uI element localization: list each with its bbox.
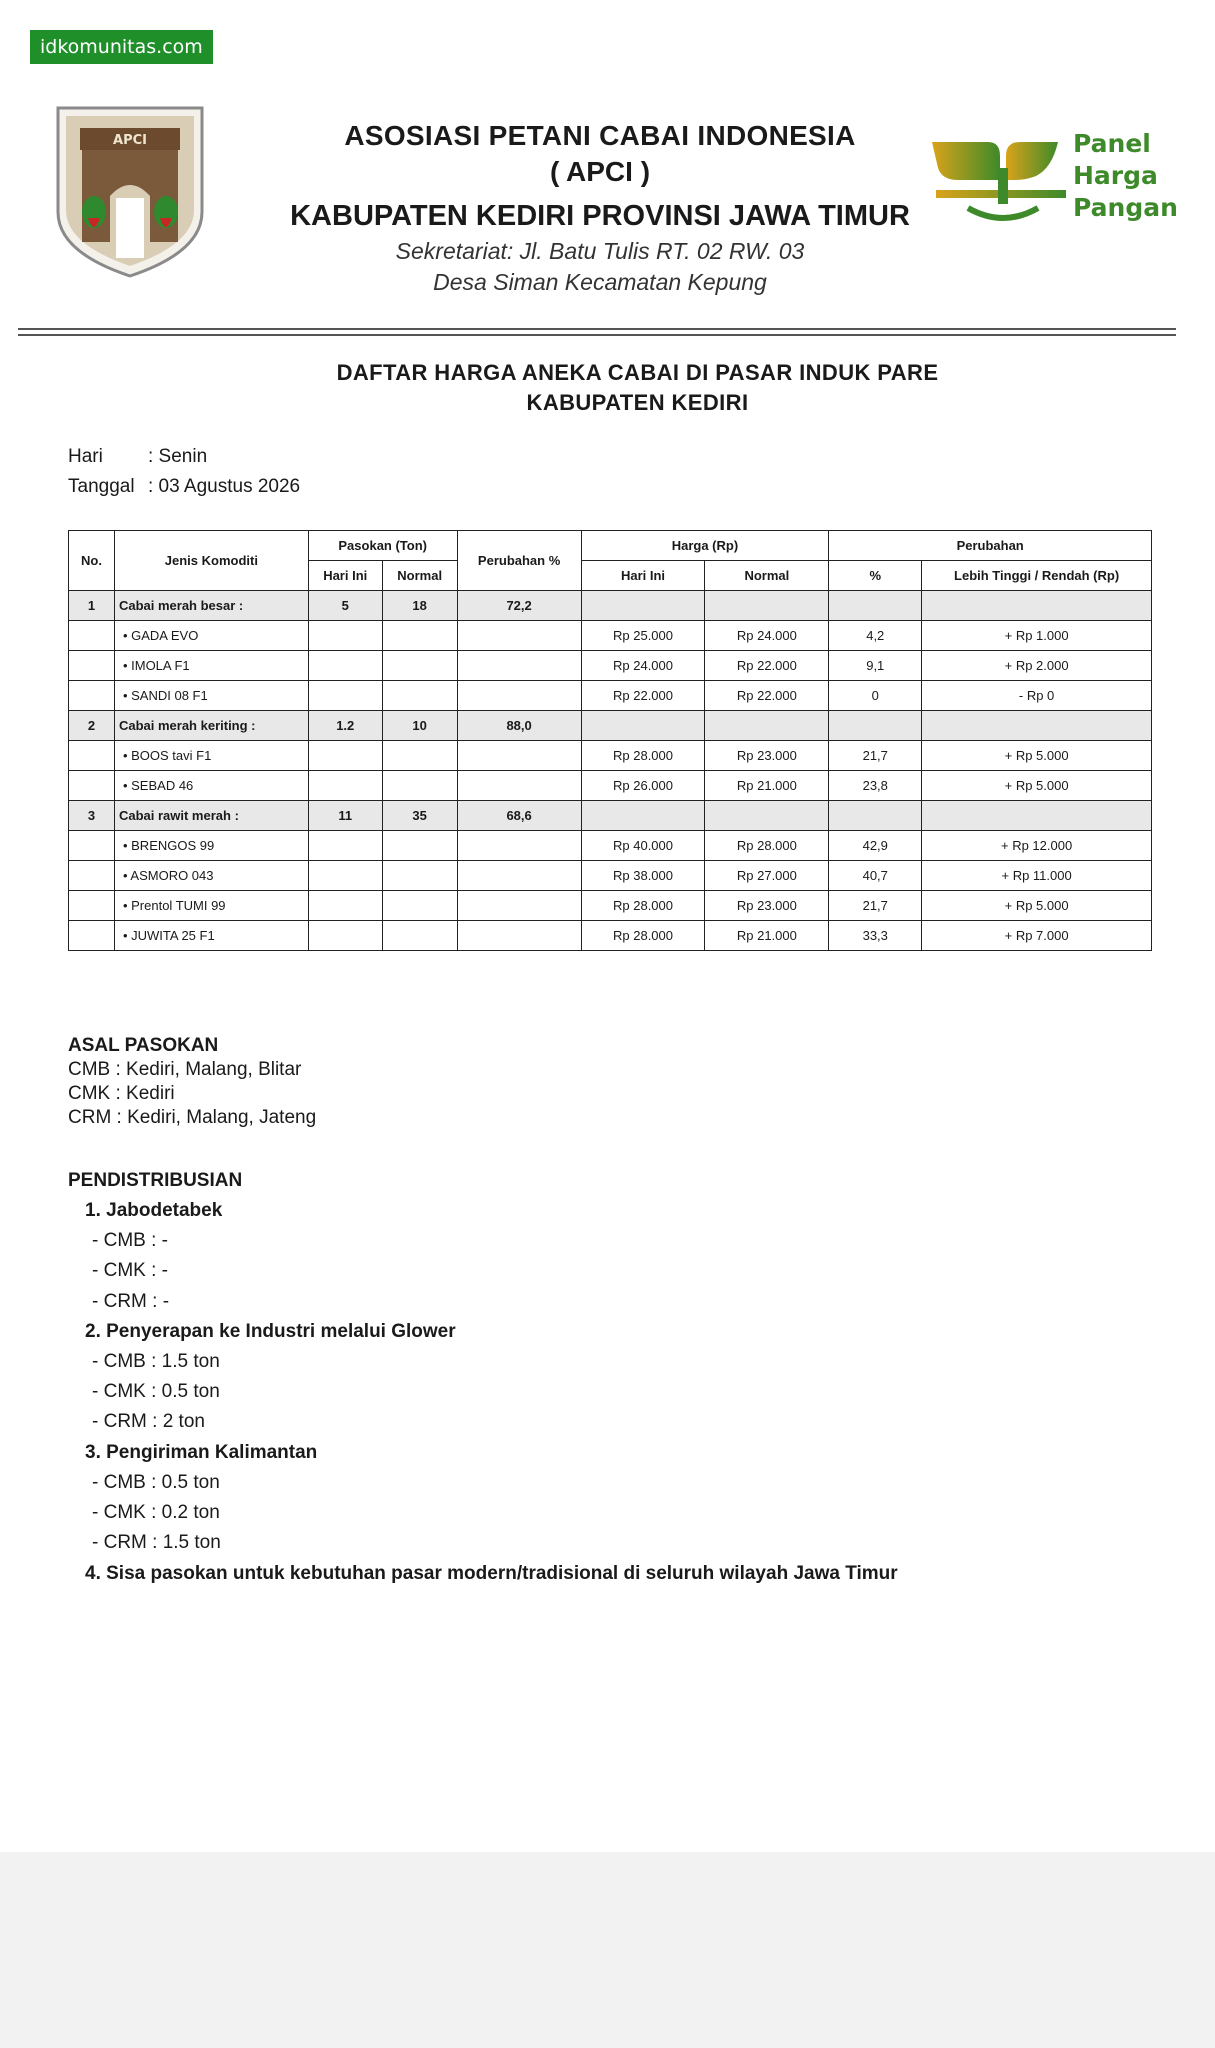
group-perubahan: 88,0 [457,711,581,741]
report-meta [68,442,300,502]
pendistribusian-heading: PENDISTRIBUSIAN [68,1170,243,1191]
document-title-line-2: KABUPATEN KEDIRI [526,390,749,415]
distribusi-line: - CMB : 0.5 ton [92,1471,220,1493]
table-row [69,621,1152,651]
item-harga-hari-ini: Rp 22.000 [581,681,705,711]
group-pasokan-hari-ini: 11 [308,801,382,831]
header-divider-bottom [18,334,1176,336]
header-harga-hari-ini: Hari Ini [581,561,705,591]
header-harga: Harga (Rp) [581,531,829,561]
item-name: • Prentol TUMI 99 [114,891,308,921]
item-harga-hari-ini: Rp 28.000 [581,741,705,771]
header-perubahan-pct: Perubahan % [457,531,581,591]
item-diff: + Rp 5.000 [922,741,1152,771]
group-name: Cabai merah besar : [114,591,308,621]
group-perubahan: 72,2 [457,591,581,621]
item-name: • SEBAD 46 [114,771,308,801]
item-pct: 23,8 [829,771,922,801]
org-region: KABUPATEN KEDIRI PROVINSI JAWA TIMUR [290,200,910,232]
item-harga-hari-ini: Rp 40.000 [581,831,705,861]
item-harga-hari-ini: Rp 25.000 [581,621,705,651]
item-diff: + Rp 5.000 [922,771,1152,801]
item-pct: 21,7 [829,741,922,771]
header-perubahan-pct-sub: % [829,561,922,591]
group-pasokan-hari-ini: 1.2 [308,711,382,741]
group-no: 2 [69,711,115,741]
group-pasokan-normal: 10 [382,711,457,741]
header-pasokan: Pasokan (Ton) [308,531,457,561]
distribusi-item-title: 4. Sisa pasokan untuk kebutuhan pasar modern/tradisional di seluruh wilayah Jawa Timur [85,1562,898,1584]
item-pct: 9,1 [829,651,922,681]
item-name: • SANDI 08 F1 [114,681,308,711]
panel-logo-text [1073,128,1178,224]
panel-logo-word-2: Harga [1073,161,1158,190]
apci-crest-logo [52,102,208,280]
letterhead [240,118,960,298]
table-row [69,741,1152,771]
group-pasokan-normal: 35 [382,801,457,831]
table-row [69,771,1152,801]
item-harga-hari-ini: Rp 26.000 [581,771,705,801]
panel-logo-word-3: Pangan [1073,193,1178,222]
item-diff: + Rp 11.000 [922,861,1152,891]
item-harga-normal: Rp 21.000 [705,771,829,801]
asal-pasokan-line: CMK : Kediri [68,1083,175,1104]
header-divider-top [18,328,1176,330]
table-group-row [69,801,1152,831]
header-no: No. [69,531,115,591]
item-harga-normal: Rp 23.000 [705,741,829,771]
item-harga-hari-ini: Rp 24.000 [581,651,705,681]
group-perubahan: 68,6 [457,801,581,831]
header-perubahan-rp: Lebih Tinggi / Rendah (Rp) [922,561,1152,591]
item-name: • IMOLA F1 [114,651,308,681]
org-abbr: ( APCI ) [549,156,651,187]
item-diff: + Rp 2.000 [922,651,1152,681]
distribusi-item-title: 1. Jabodetabek [85,1200,223,1221]
item-diff: + Rp 12.000 [922,831,1152,861]
distribusi-line: - CMB : - [92,1230,168,1251]
item-name: • BOOS tavi F1 [114,741,308,771]
item-harga-normal: Rp 28.000 [705,831,829,861]
item-diff: + Rp 1.000 [922,621,1152,651]
item-name: • JUWITA 25 F1 [114,921,308,951]
group-no: 1 [69,591,115,621]
panel-logo-word-1: Panel [1073,129,1151,158]
item-diff: - Rp 0 [922,681,1152,711]
table-row [69,831,1152,861]
watermark-label: idkomunitas.com [30,30,213,64]
distribusi-line: - CMK : 0.2 ton [92,1502,220,1524]
item-pct: 40,7 [829,861,922,891]
table-group-row [69,591,1152,621]
item-pct: 4,2 [829,621,922,651]
distribusi-line: - CRM : 2 ton [92,1411,205,1433]
price-table [68,530,1152,951]
address-line-1: Sekretariat: Jl. Batu Tulis RT. 02 RW. 03 [395,238,805,264]
item-pct: 21,7 [829,891,922,921]
item-diff: + Rp 7.000 [922,921,1152,951]
item-name: • GADA EVO [114,621,308,651]
item-harga-normal: Rp 22.000 [705,681,829,711]
header-harga-normal: Normal [705,561,829,591]
table-row [69,681,1152,711]
distribusi-line: - CMB : 1.5 ton [92,1350,220,1372]
group-pasokan-hari-ini: 5 [308,591,382,621]
distribusi-item-title: 3. Pengiriman Kalimantan [85,1441,318,1463]
distribusi-item-title: 2. Penyerapan ke Industri melalui Glower [85,1320,456,1342]
item-harga-normal: Rp 23.000 [705,891,829,921]
item-name: • ASMORO 043 [114,861,308,891]
distribusi-line: - CRM : 1.5 ton [92,1532,221,1554]
asal-pasokan-line: CRM : Kediri, Malang, Jateng [68,1107,317,1128]
item-pct: 33,3 [829,921,922,951]
crest-text: APCI [113,133,147,148]
header-perubahan: Perubahan [829,531,1152,561]
table-group-row [69,711,1152,741]
item-harga-hari-ini: Rp 38.000 [581,861,705,891]
tanggal-label: Tanggal [68,476,135,497]
tanggal-value: : 03 Agustus 2026 [148,476,301,497]
org-name: ASOSIASI PETANI CABAI INDONESIA [344,120,856,151]
item-harga-normal: Rp 24.000 [705,621,829,651]
item-harga-hari-ini: Rp 28.000 [581,921,705,951]
asal-pasokan-line: CMB : Kediri, Malang, Blitar [68,1059,302,1080]
pendistribusian-section [68,1166,898,1589]
document-title-line-1: DAFTAR HARGA ANEKA CABAI DI PASAR INDUK PARE [336,360,939,385]
hari-label: Hari [68,446,103,467]
hari-value: : Senin [148,446,208,467]
table-row [69,861,1152,891]
group-name: Cabai merah keriting : [114,711,308,741]
table-row [69,921,1152,951]
item-pct: 42,9 [829,831,922,861]
item-harga-normal: Rp 22.000 [705,651,829,681]
distribusi-line: - CRM : - [92,1290,170,1312]
address-line-2: Desa Siman Kecamatan Kepung [433,269,767,295]
item-harga-normal: Rp 21.000 [705,921,829,951]
table-row [69,651,1152,681]
header-pasokan-normal: Normal [382,561,457,591]
item-harga-normal: Rp 27.000 [705,861,829,891]
item-name: • BRENGOS 99 [114,831,308,861]
asal-pasokan-section [68,1034,316,1130]
group-name: Cabai rawit merah : [114,801,308,831]
document-title [240,358,1035,418]
item-pct: 0 [829,681,922,711]
asal-pasokan-heading: ASAL PASOKAN [68,1035,219,1056]
table-row [69,891,1152,921]
item-diff: + Rp 5.000 [922,891,1152,921]
group-no: 3 [69,801,115,831]
header-jenis: Jenis Komoditi [114,531,308,591]
distribusi-line: - CMK : - [92,1260,168,1282]
item-harga-hari-ini: Rp 28.000 [581,891,705,921]
footer-band [0,1852,1215,2048]
distribusi-line: - CMK : 0.5 ton [92,1381,220,1403]
group-pasokan-normal: 18 [382,591,457,621]
header-pasokan-hari-ini: Hari Ini [308,561,382,591]
